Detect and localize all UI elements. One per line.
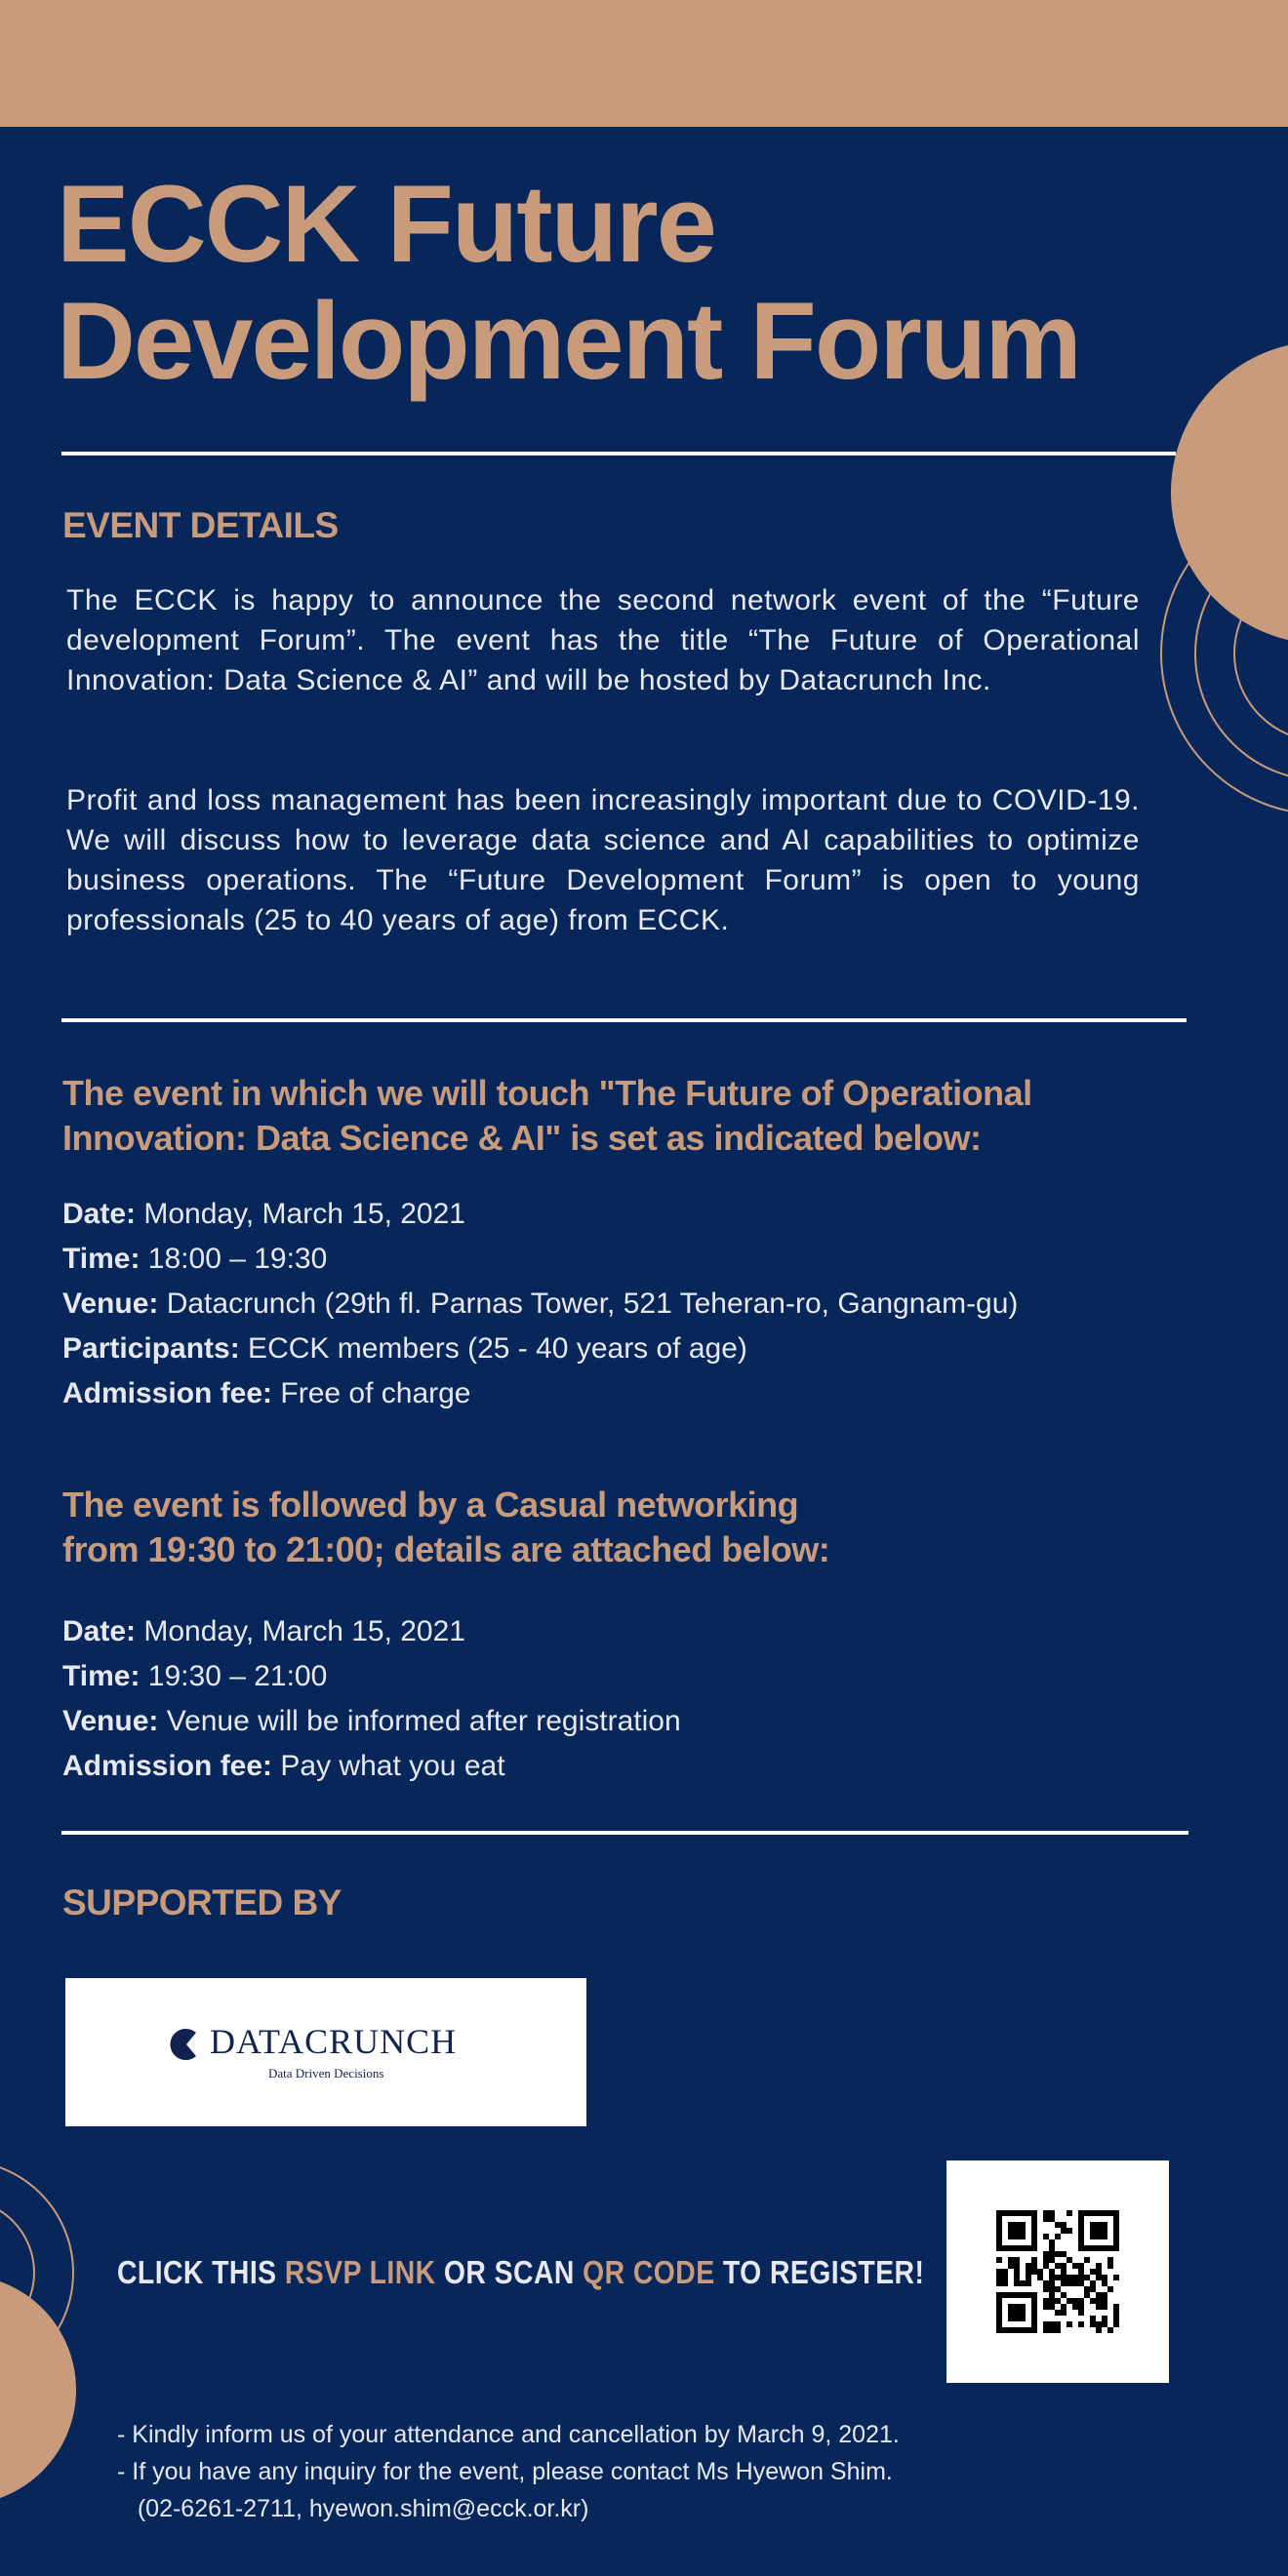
sponsor-logo[interactable]: [65, 1978, 586, 2126]
detail-value: 18:00 – 19:30: [140, 1243, 328, 1275]
detail-row-admission: [62, 1744, 681, 1789]
detail-value: ECCK members (25 - 40 years of age): [239, 1332, 747, 1365]
event-details-heading: EVENT DETAILS: [62, 505, 339, 545]
divider: [61, 1831, 1188, 1835]
footnote-line: - If you have any inquiry for the event, please contact Ms Hyewon Shim.: [117, 2458, 893, 2485]
detail-row-venue: [62, 1282, 1018, 1327]
page-title-line1: ECCK Future: [57, 163, 715, 285]
qr-code-icon: [996, 2210, 1119, 2333]
event-details-paragraph-2: Profit and loss management has been increasingly important due to COVID-19. We will discuss how to leverage data science and AI capabilities to optimize business operations. The “Future Development Forum” is open to young professionals (25 to 40 years of age) from ECCK.: [66, 784, 1140, 936]
footnote-contact: (02-6261-2711, hyewon.shim@ecck.or.kr): [117, 2495, 589, 2522]
detail-row-participants: [62, 1327, 1018, 1371]
supported-by-heading: SUPPORTED BY: [62, 1882, 342, 1922]
networking-heading: [62, 1483, 1175, 1572]
networking-heading-line2: from 19:30 to 21:00; details are attached below:: [62, 1529, 830, 1569]
cta-text: TO REGISTER!: [714, 2254, 925, 2290]
main-event-heading-line1: The event in which we will touch "The Future of Operational: [62, 1073, 1032, 1113]
detail-value: Datacrunch (29th fl. Parnas Tower, 521 Teheran-ro, Gangnam-gu): [158, 1288, 1019, 1320]
qr-code[interactable]: [946, 2160, 1169, 2383]
main-event-details: [62, 1192, 1018, 1416]
divider: [61, 1018, 1187, 1022]
detail-label: Admission fee:: [62, 1377, 273, 1409]
detail-value: Free of charge: [272, 1377, 471, 1409]
detail-value: Monday, March 15, 2021: [136, 1198, 465, 1230]
register-call-to-action: [117, 2254, 924, 2291]
top-band: [0, 0, 1288, 127]
networking-heading-line1: The event is followed by a Casual networking: [62, 1485, 799, 1525]
detail-value: Venue will be informed after registration: [158, 1705, 681, 1737]
divider: [61, 452, 1176, 456]
sponsor-logo-name: DATACRUNCH: [210, 2022, 458, 2061]
detail-row-venue: [62, 1699, 681, 1744]
detail-row-date: [62, 1192, 1018, 1237]
detail-label: Venue:: [62, 1705, 159, 1737]
cta-text: OR SCAN: [435, 2254, 584, 2290]
footnote-line: - Kindly inform us of your attendance and cancellation by March 9, 2021.: [117, 2421, 900, 2448]
datacrunch-logo-icon: [167, 2025, 206, 2064]
sponsor-logo-tagline: Data Driven Decisions: [268, 2066, 384, 2081]
detail-label: Admission fee:: [62, 1750, 273, 1782]
detail-label: Date:: [62, 1615, 137, 1647]
detail-row-time: [62, 1654, 681, 1699]
networking-details: [62, 1609, 681, 1789]
qr-code-link[interactable]: QR CODE: [583, 2254, 715, 2290]
rsvp-link[interactable]: RSVP LINK: [284, 2254, 436, 2290]
detail-label: Venue:: [62, 1288, 159, 1320]
detail-label: Time:: [62, 1660, 141, 1692]
detail-value: 19:30 – 21:00: [140, 1660, 328, 1692]
detail-value: Monday, March 15, 2021: [136, 1615, 465, 1647]
detail-label: Time:: [62, 1243, 141, 1275]
detail-value: Pay what you eat: [272, 1750, 505, 1782]
page-title-line2: Development Forum: [57, 280, 1080, 402]
detail-label: Participants:: [62, 1332, 240, 1365]
detail-row-time: [62, 1237, 1018, 1282]
detail-row-date: [62, 1609, 681, 1654]
detail-row-admission: [62, 1371, 1018, 1416]
cta-text: CLICK THIS: [117, 2254, 285, 2290]
main-event-heading-line2: Innovation: Data Science & AI" is set as indicated below:: [62, 1118, 982, 1158]
footnotes: [117, 2416, 900, 2527]
page-title: [57, 163, 1149, 402]
detail-label: Date:: [62, 1198, 137, 1230]
main-event-heading: [62, 1071, 1175, 1161]
event-details-paragraph-1: The ECCK is happy to announce the second network event of the “Future development Forum”. The event has the title “The Future of Operational Innovation: Data Science & AI” and will be hosted by Datacrunch Inc.: [66, 584, 1140, 696]
